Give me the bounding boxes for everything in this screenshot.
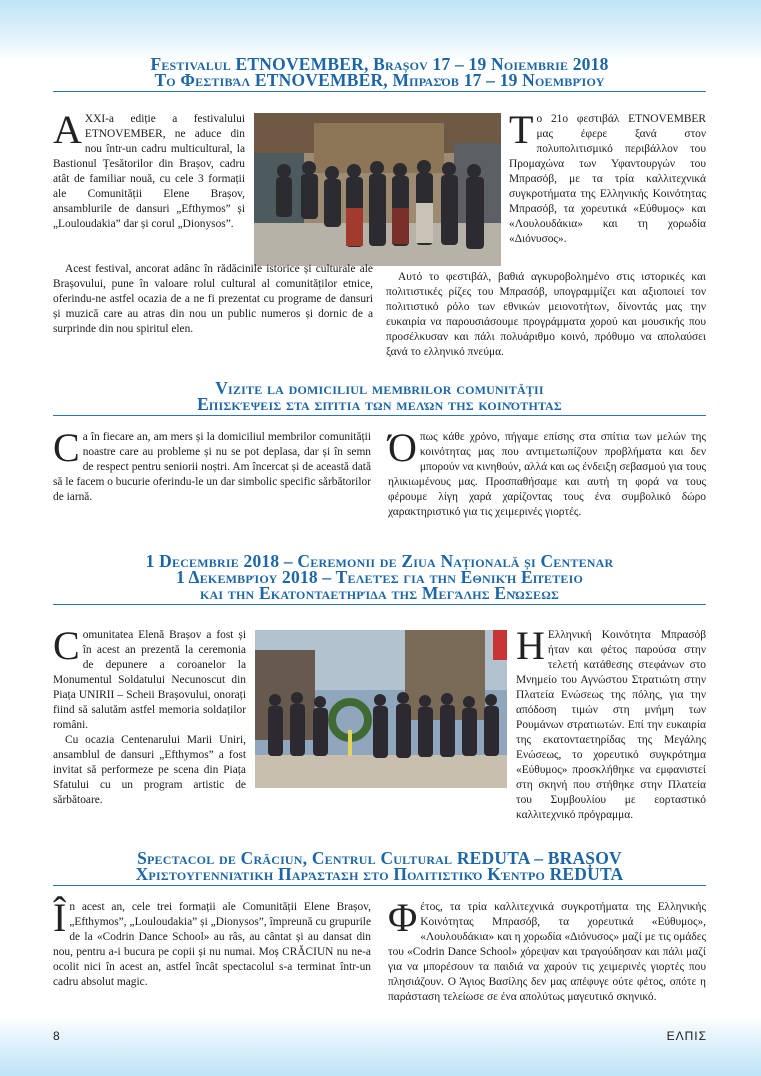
paragraph: ο 21ο φεστιβάλ ETNOVEMBER μας έφερε ξανά στον πολυπολιτισμικό περιβάλλον του Προμαχώνα των Υφαντουργών του Μπρασόβ, με τα τρία καλλιτεχνικά συγκροτήματα της Ελληνικής Κοινότητας Μπρασόβ, τα χορευτικά «Εύθυμος» και «Λουλουδάκια» και τη χορωδία «Διόνυσος». — [509, 113, 706, 245]
paragraph: XXI-a ediție a festivalului ETNOVEMBER, ne aduce din nou într-un cadru multicultural, la Bastionul Țesătorilor din Brașov, cadru atât de familiar nouă, cu cele 3 formații ale Comunității Elene Brașov, ansamblurile de dansuri „Efthymos” și „Louloudakia” dar și corul „Dionysos”. — [53, 113, 245, 230]
drop-cap: C — [53, 425, 80, 470]
heading-greek: 1 Δεκεμβρίου 2018 – Τελετές για την Εθνική Επέτειο — [175, 567, 584, 587]
drop-cap: Η — [516, 623, 545, 668]
section-national-day — [53, 551, 706, 821]
section-heading — [53, 553, 706, 605]
paragraph: Αυτό το φεστιβάλ, βαθιά αγκυροβολημένο στις ιστορικές και πολιτιστικές ρίζες του Μπρασόβ, υπογραμμίζει και αξιοποιεί τον πολιτιστικό ρόλο των εθνικών μειονοτήτων, δίνοντάς μας την ευκαιρία να παρουσιάσουμε προγράμματα χορού και μουσικής που προσέλκυσαν και πάλι πολυάριθμο κοινό, πρόθυμο να απολαύσει ξανά το ελληνικό πνεύμα. — [386, 271, 706, 358]
paragraph: έτος, τα τρία καλλιτεχνικά συγκροτήματα της Ελληνικής Κοινότητας Μπρασόβ, τα χορευτικά «Εύθυμος», «Λουλουδάκια» και η χορωδία «Διόνυσος» μαζί με τις ομάδες του «Codrin Dance School» χόρεψαν και τραγούδησαν και πάλι μαζί για να μπορέσουν τα παιδιά να χαρούν τις χειμερινές γιορτές που πλησιάζουν. Ο Άγιος Βασίλης δεν μας απέφυγε ούτε φέτος, οπότε η παράσταση τελείωσε σε ένα απολύτως μαγευτικό σκηνικό. — [388, 901, 706, 1003]
section-etnovember — [53, 54, 706, 358]
heading-romanian: Spectacol de Crăciun, Centrul Cultural REDUTA – BRAȘOV — [137, 848, 622, 868]
drop-cap: Î — [53, 895, 67, 940]
romanian-column-continued — [53, 262, 373, 337]
greek-column — [388, 895, 706, 1005]
paragraph: a în fiecare an, am mers și la domiciliul membrilor comunității noastre care au probleme și nu se pot deplasa, dar și în semn de respect pentru seniorii noștri. Am încercat și de această dată să le facem o bucurie oferindu-le un dar simbolic specific sărbătorilor de iarnă. — [53, 431, 371, 503]
photo-wreath-ceremony — [255, 630, 507, 788]
section-home-visits — [53, 378, 706, 518]
heading-romanian: Festivalul ETNOVEMBER, Brașov 17 – 19 Noiembrie 2018 — [150, 54, 609, 74]
section-heading — [53, 56, 706, 92]
greek-column — [509, 107, 706, 247]
heading-greek-line2: και την Εκατονταετηρίδα της Μεγάλης Ενώσεως — [199, 583, 560, 603]
paragraph: omunitatea Elenă Brașov a fost și în acest an prezentă la ceremonia de depunere a coroanelor la Monumentul Soldatului Necunoscut din Piața UNIRII – Scheii Brașovului, onorați fiind să salutăm astfel memoria soldaților români. — [53, 629, 246, 731]
romanian-column — [53, 107, 245, 232]
top-gradient-band — [0, 0, 761, 62]
romanian-column — [53, 425, 371, 505]
paragraph: n acest an, cele trei formații ale Comunității Elene Brașov, „Efthymos”, „Louloudakia” și „Dionysos”, împreună cu grupurile de la «Codrin Dance School» au râs, au cântat și au dansat din nou, pentru a-i bucura pe copii și nu numai. Moș CRĂCIUN nu ne-a ocolit nici în acest an, astfel încât spectacolul s-a terminat într-un cadru absolut magic. — [53, 901, 371, 988]
drop-cap: A — [53, 107, 82, 152]
photo-etnovember-group — [254, 113, 501, 266]
paragraph: Ελληνική Κοινότητα Μπρασόβ ήταν και φέτος παρούσα στην τελετή κατάθεσης στεφάνων στο Μνημείο του Αγνώστου Στρατιώτη στην Πλατεία Ενώσεως της πόλης, για την απόδοση τιμών στη μνήμη των Ρουμάνων στρατιωτών. Επί την ευκαιρία της εκατονταετηρίδας της Μεγάλης Ενώσεως, το χορευτικό συγκρότημα «Εύθυμος» προσκλήθηκε να εμφανιστεί στη σκηνή που στήθηκε στην Πλατεία του Συμβουλίου με εορταστικό καλλιτεχνικό πρόγραμμα. — [516, 629, 706, 821]
heading-romanian: Vizite la domiciliul membrilor comunității — [215, 378, 544, 398]
romanian-column — [53, 895, 371, 990]
heading-greek: Επισκέψεις στα σπίτια των μελών της κοινότητας — [197, 394, 562, 414]
page-number: 8 — [53, 1029, 60, 1043]
bottom-gradient-band — [0, 1016, 761, 1076]
drop-cap: Ό — [388, 425, 417, 470]
section-heading — [53, 380, 706, 416]
magazine-title: ΕΛΠΙΣ — [666, 1029, 707, 1043]
drop-cap: Φ — [388, 895, 418, 940]
section-heading — [53, 850, 706, 886]
greek-column-continued — [386, 270, 706, 360]
paragraph: Acest festival, ancorat adânc în rădăcinile istorice și culturale ale Brașovului, pune în valoare rolul cultural al comunităților etnice, oferindu-ne astfel ocazia de a ne fi prezentat cu programe de dansuri și muzică care au atras din nou un public numeros și dornic de a surprinde din nou spiritul elen. — [53, 263, 373, 335]
heading-greek: Χριστουγεννιάτικη Παράσταση στο Πολιτιστικό Κέντρο REDUTA — [135, 864, 624, 884]
heading-romanian: 1 Decembrie 2018 – Ceremonii de Ziua Națională și Centenar — [145, 551, 614, 571]
greek-column — [388, 425, 706, 520]
heading-greek: Το Φεστιβάλ ETNOVEMBER, Μπρασόβ 17 – 19 Νοεμβρίου — [154, 70, 605, 90]
section-christmas-show — [53, 848, 706, 1003]
paragraph: πως κάθε χρόνο, πήγαμε επίσης στα σπίτια των μελών της κοινότητας μας που αντιμετωπίζουν προβλήματα και δεν μπορούν να κινηθούν, αλλά και ως ένδειξη σεβασμού για τους ηλικιωμένους μας. Προσπαθήσαμε και αυτή τη φορά να τους φέρουμε λίγη χαρά χαρίζοντας τους ένα συμβολικό δώρο χαρακτηριστικό για τις χειμερινές γιορτές. — [388, 431, 706, 518]
drop-cap: Τ — [509, 107, 534, 152]
drop-cap: C — [53, 623, 80, 668]
greek-column — [516, 623, 706, 823]
paragraph: Cu ocazia Centenarului Marii Uniri, ansamblul de dansuri „Efthymos” a fost invitat să performeze pe scena din Piața Sfatului cu un program artistic de sărbătoare. — [53, 734, 246, 806]
romanian-column — [53, 623, 246, 808]
